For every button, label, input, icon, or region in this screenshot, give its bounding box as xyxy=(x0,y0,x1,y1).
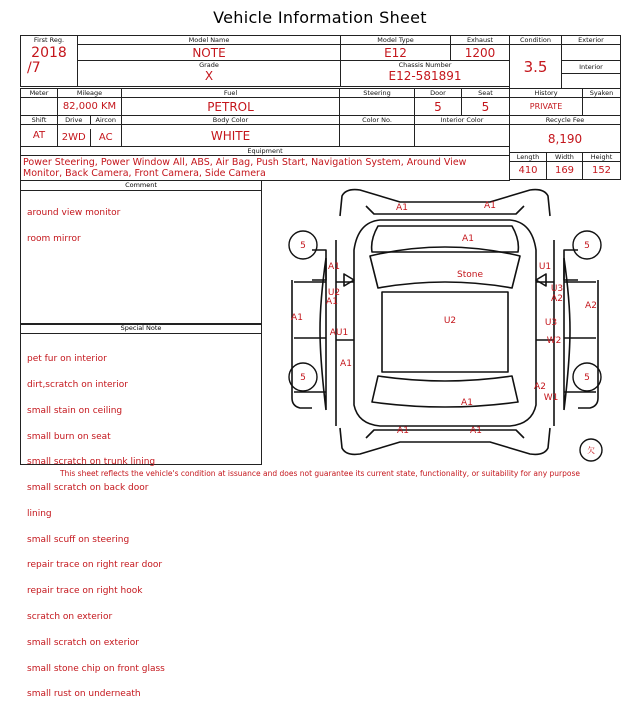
special-note-item: repair trace on right hook xyxy=(27,586,143,597)
recycle-fee-label: Recycle Fee xyxy=(510,116,621,125)
drive-value: 2WD xyxy=(61,132,86,143)
comment-box xyxy=(20,180,262,325)
model-type-value: E12 xyxy=(341,45,451,61)
meter-table xyxy=(20,88,510,181)
steering-value xyxy=(340,98,415,116)
fuel-label: Fuel xyxy=(122,89,340,98)
special-note-item: small stain on ceiling xyxy=(27,405,123,416)
length-label: Length xyxy=(510,153,547,162)
condition-label: Condition xyxy=(510,36,562,45)
mark-trunk: A1 xyxy=(461,398,473,408)
first-reg-month: /7 xyxy=(27,60,41,76)
windshield xyxy=(370,247,520,288)
shift-value: AT xyxy=(21,125,58,147)
chassis-value: E12-581891 xyxy=(388,68,462,83)
comment-label: Comment xyxy=(21,181,261,191)
mileage-label: Mileage xyxy=(58,89,122,98)
mark-wheel-fr: 5 xyxy=(584,241,590,251)
body-color-label: Body Color xyxy=(122,116,340,125)
special-note-item: lining xyxy=(27,508,52,519)
interior-color-label: Interior Color xyxy=(415,116,510,125)
model-type-label: Model Type xyxy=(341,36,451,45)
mark-front-right: A1 xyxy=(484,201,496,211)
interior-color-value xyxy=(415,125,510,147)
exhaust-label: Exhaust xyxy=(451,36,510,45)
mark-rear-right: A1 xyxy=(470,426,482,436)
width-label: Width xyxy=(547,153,583,162)
mark-hood: A1 xyxy=(462,234,474,244)
condition-table xyxy=(509,35,621,89)
car-damage-diagram xyxy=(270,180,620,465)
mark-windshield: Stone xyxy=(457,270,483,280)
meter-label: Meter xyxy=(21,89,58,98)
shift-label: Shift xyxy=(21,116,58,125)
right-mirror xyxy=(536,274,546,286)
drive-aircon-value-cell xyxy=(58,125,122,147)
interior-value xyxy=(562,74,621,89)
disclaimer-footer: This sheet reflects the vehicle's condition at issuance and does not guarantee its current state, functionality, or suitability for any purpose xyxy=(59,469,581,478)
mark-left-door-1: U2 xyxy=(327,288,341,298)
condition-value: 3.5 xyxy=(510,45,562,89)
special-note-item: small scuff on steering xyxy=(27,534,130,545)
mark-roof: U2 xyxy=(443,316,457,326)
mark-right-door-1: U3 xyxy=(550,284,564,294)
mileage-value: 82,000 KM xyxy=(58,98,122,116)
width-value: 169 xyxy=(547,162,583,180)
exhaust-value: 1200 xyxy=(451,45,510,61)
rear-bumper-inner xyxy=(366,430,524,438)
special-note-item: small stone chip on front glass xyxy=(27,663,165,674)
syaken-value xyxy=(583,98,621,116)
special-note-item: dirt,scratch on interior xyxy=(27,379,128,390)
grade-label: Grade xyxy=(199,60,219,69)
special-note-box xyxy=(20,323,262,700)
rear-window xyxy=(372,376,518,407)
mark-left-fender: A1 xyxy=(328,262,340,272)
equipment-label: Equipment xyxy=(21,147,510,156)
door-value: 5 xyxy=(415,98,462,116)
special-note-item: small scratch on exterior xyxy=(27,637,139,648)
chassis-label: Chassis Number xyxy=(398,60,452,69)
color-no-value xyxy=(340,125,415,147)
mark-right-quarter: A2 xyxy=(534,382,546,392)
page-title: Vehicle Information Sheet xyxy=(213,8,427,27)
mark-right-door-2: A2 xyxy=(551,294,563,304)
steering-label: Steering xyxy=(340,89,415,98)
mark-left-quarter: A1 xyxy=(340,359,352,369)
meter-value xyxy=(21,98,58,116)
comment-line: room mirror xyxy=(27,233,81,244)
mark-left-door-2: A1 xyxy=(326,297,338,307)
vehicle-info-table xyxy=(20,35,510,87)
mark-right-side: A2 xyxy=(585,301,597,311)
body-color-value: WHITE xyxy=(122,125,340,147)
hood xyxy=(372,226,519,252)
special-note-item: scratch on exterior xyxy=(27,612,113,622)
chassis-cell xyxy=(341,60,510,86)
mark-right-rear-door-1: U3 xyxy=(544,318,558,328)
special-note-item: small burn on seat xyxy=(27,431,111,442)
mark-right-fender: U1 xyxy=(538,262,552,272)
aircon-label: Aircon xyxy=(90,116,122,124)
roof xyxy=(382,292,508,372)
height-value: 152 xyxy=(583,162,621,180)
special-note-item: small scratch on trunk lining xyxy=(27,457,156,468)
history-table xyxy=(509,88,621,180)
history-label: History xyxy=(510,89,583,98)
special-note-lines xyxy=(21,334,261,716)
first-reg-year: 2018 xyxy=(31,45,67,61)
mark-front-left: A1 xyxy=(396,203,408,213)
grade-cell xyxy=(78,60,341,86)
fuel-value: PETROL xyxy=(122,98,340,116)
interior-label: Interior xyxy=(562,61,621,74)
special-note-item: pet fur on interior xyxy=(27,354,107,365)
mark-left-side: A1 xyxy=(291,313,303,323)
special-note-label: Special Note xyxy=(21,324,261,334)
exterior-value xyxy=(562,45,621,61)
left-mirror xyxy=(344,274,354,286)
special-note-item: small scratch on back door xyxy=(27,483,149,494)
recycle-fee-value: 8,190 xyxy=(510,125,621,153)
mark-wheel-fl: 5 xyxy=(300,241,306,251)
front-bumper-inner xyxy=(366,206,524,214)
exterior-label: Exterior xyxy=(562,36,621,45)
syaken-label: Syaken xyxy=(583,89,621,98)
mark-wheel-rl: 5 xyxy=(300,373,306,383)
color-no-label: Color No. xyxy=(340,116,415,125)
comment-lines xyxy=(21,191,261,261)
height-label: Height xyxy=(583,153,621,162)
model-name-label: Model Name xyxy=(78,36,341,45)
door-label: Door xyxy=(415,89,462,98)
length-value: 410 xyxy=(510,162,547,180)
grade-value: X xyxy=(204,68,214,83)
mark-rear-left: A1 xyxy=(397,426,409,436)
seat-label: Seat xyxy=(462,89,510,98)
mark-right-rear-corner: W1 xyxy=(543,393,559,403)
history-value: PRIVATE xyxy=(510,98,583,116)
mark-wheel-rr: 5 xyxy=(584,373,590,383)
mark-extra: 欠 xyxy=(587,446,595,455)
special-note-item: small rust on underneath xyxy=(27,689,141,700)
mark-left-rear-door: AU1 xyxy=(329,328,349,338)
aircon-value: AC xyxy=(90,129,122,146)
drive-aircon-label-cell xyxy=(58,116,122,125)
equipment-value: Power Steering, Power Window All, ABS, Air Bag, Push Start, Navigation System, Around View Monitor, Back Camera, Front Camera, Side Camera xyxy=(21,156,510,181)
drive-label: Drive xyxy=(65,116,83,124)
model-name-value: NOTE xyxy=(78,45,341,61)
first-reg-label: First Reg. xyxy=(33,36,65,44)
special-note-item: repair trace on right rear door xyxy=(27,560,163,571)
seat-value: 5 xyxy=(462,98,510,116)
first-reg-cell xyxy=(21,36,78,87)
mark-right-rear-door-2: W2 xyxy=(546,336,562,346)
comment-line: around view monitor xyxy=(27,208,121,219)
